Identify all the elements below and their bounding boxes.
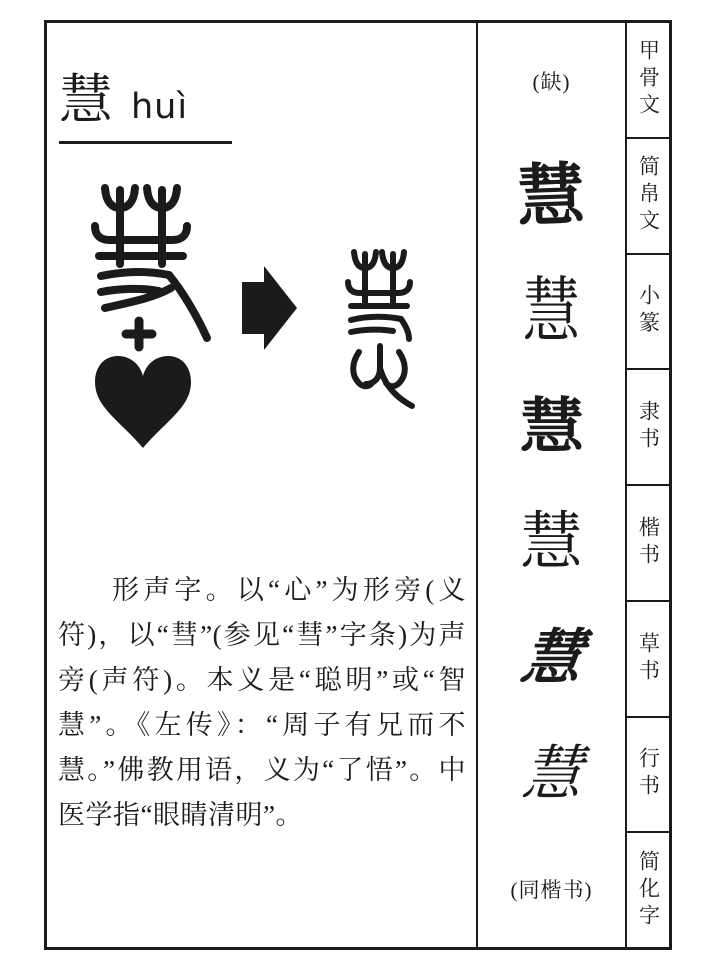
- kaishu-glyph: 慧: [520, 507, 583, 578]
- script-samples-column: [476, 23, 625, 947]
- heart-icon: [95, 356, 191, 448]
- sidebar-label-xiaozhuan: 小篆: [636, 284, 661, 339]
- header-underline: [59, 141, 232, 144]
- character-evolution-graphic: [49, 166, 478, 476]
- script-sample-caoshu: [478, 601, 625, 717]
- sidebar-cell-caoshu: [627, 600, 669, 716]
- sidebar-label-kaishu: 楷书: [636, 515, 661, 570]
- script-sample-xiaozhuan: [478, 254, 625, 370]
- seal-script-sui-glyph: [95, 188, 207, 338]
- etymology-explanation: 形声字。以“心”为形旁(义符)，以“彗”(参见“彗”字条)为声旁(声符)。本义是“聪明”或“智慧”。《左传》：“周子有兄而不慧。”佛教用语，义为“了悟”。中医学指“眼睛清明”。: [58, 575, 466, 830]
- script-sample-kaishu: [478, 485, 625, 601]
- xingshu-glyph: 慧: [519, 740, 584, 807]
- same-as-kaishu-note: (同楷书): [510, 878, 593, 903]
- seal-script-hui-glyph: [348, 252, 412, 406]
- sidebar-label-caoshu: 草书: [636, 631, 661, 686]
- script-sample-lishu: [478, 370, 625, 486]
- entry-header: [59, 70, 476, 130]
- sidebar-label-xingshu: 行书: [636, 747, 661, 802]
- sidebar-cell-jianbowen: [627, 137, 669, 253]
- sidebar-cell-lishu: [627, 368, 669, 484]
- script-sidebar: [625, 23, 669, 947]
- arrow-right-icon: [242, 266, 297, 350]
- entry-frame: [44, 20, 672, 950]
- sidebar-label-jianbowen: 简帛文: [636, 155, 661, 237]
- missing-note: (缺): [532, 69, 571, 94]
- sidebar-label-jiaguwen: 甲骨文: [636, 39, 661, 121]
- caoshu-glyph: 慧: [516, 625, 587, 692]
- xiaozhuan-glyph: 慧: [522, 271, 581, 351]
- script-sample-xingshu: [478, 716, 625, 832]
- sidebar-cell-xiaozhuan: [627, 253, 669, 369]
- sidebar-cell-xingshu: [627, 716, 669, 832]
- sidebar-cell-jiaguwen: [627, 23, 669, 137]
- sidebar-label-lishu: 隶书: [636, 400, 661, 455]
- script-sample-oracle: [478, 23, 625, 139]
- plus-icon: [126, 321, 152, 347]
- script-sample-jianbowen: [478, 139, 625, 255]
- headword-character: 慧: [59, 70, 113, 130]
- sidebar-label-jianhuazi: 简化字: [636, 849, 661, 931]
- sidebar-cell-jianhuazi: [627, 831, 669, 947]
- main-panel: [47, 23, 476, 947]
- jianbowen-glyph: 慧: [516, 157, 587, 236]
- headword-pinyin: huì: [131, 87, 189, 127]
- script-sample-simplified: [478, 832, 625, 948]
- sidebar-cell-kaishu: [627, 484, 669, 600]
- lishu-glyph: 慧: [519, 394, 584, 461]
